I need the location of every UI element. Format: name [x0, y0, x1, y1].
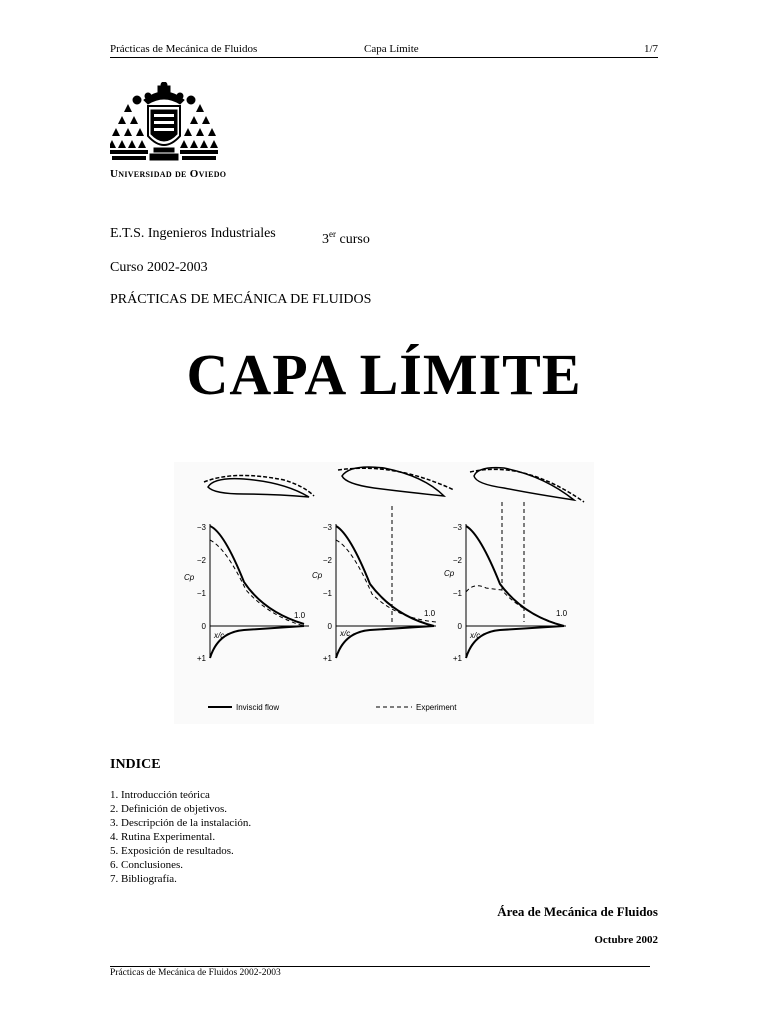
page-footer: Prácticas de Mecánica de Fluidos 2002-2003	[110, 968, 281, 978]
toc-item: 3. Descripción de la instalación.	[110, 817, 252, 829]
university-name: Universidad de Oviedo	[110, 168, 227, 180]
xc-label: x/c	[340, 629, 351, 638]
pressure-distribution-figure	[174, 462, 594, 724]
toc-item: 6. Conclusiones.	[110, 859, 184, 871]
legend-experiment: Experiment	[416, 703, 457, 712]
figure-background	[174, 462, 594, 724]
page-header	[110, 43, 658, 58]
table-of-contents	[110, 788, 251, 886]
toc-item: 7. Bibliografía.	[110, 873, 177, 885]
course-year-word: curso	[339, 232, 370, 247]
xc-label: x/c	[470, 631, 481, 640]
x-end-label: 1.0	[556, 609, 568, 618]
y-tick-label: −2	[452, 556, 462, 565]
y-tick-label: −1	[196, 589, 206, 598]
cp-label: Cp	[312, 571, 323, 580]
header-center: Capa Límite	[364, 43, 419, 55]
y-tick-label: −3	[196, 523, 206, 532]
academic-year: Curso 2002-2003	[110, 260, 208, 275]
toc-item: 2. Definición de objetivos.	[110, 803, 228, 815]
x-end-label: 1.0	[424, 609, 436, 618]
department-signature: Área de Mecánica de Fluidos	[497, 904, 658, 919]
y-tick-label: −3	[322, 523, 332, 532]
course-year-suffix: er	[329, 229, 336, 239]
document-date: Octubre 2002	[594, 934, 658, 946]
y-tick-label: +1	[452, 654, 462, 663]
toc-item: 4. Rutina Experimental.	[110, 831, 216, 843]
subject: PRÁCTICAS DE MECÁNICA DE FLUIDOS	[110, 292, 372, 307]
xc-label: x/c	[214, 631, 225, 640]
y-tick-label: 0	[327, 622, 332, 631]
course-year	[322, 226, 370, 248]
y-tick-label: 0	[201, 622, 206, 631]
school-name: E.T.S. Ingenieros Industriales	[110, 226, 276, 241]
toc-item: 1. Introducción teórica	[110, 789, 210, 801]
course-year-number: 3	[322, 232, 329, 247]
y-tick-label: −2	[196, 556, 206, 565]
y-tick-label: 0	[457, 622, 462, 631]
cp-label: Cp	[444, 569, 455, 578]
y-tick-label: −1	[452, 589, 462, 598]
cp-label: Cp	[184, 573, 195, 582]
index-title: INDICE	[110, 757, 161, 772]
legend-inviscid: Inviscid flow	[236, 703, 280, 712]
y-tick-label: −1	[322, 589, 332, 598]
y-tick-label: −2	[322, 556, 332, 565]
y-tick-label: −3	[452, 523, 462, 532]
footer-divider	[110, 956, 650, 967]
page-number: 1/7	[643, 43, 658, 55]
x-end-label: 1.0	[294, 611, 306, 620]
y-tick-label: +1	[196, 654, 206, 663]
y-tick-label: +1	[322, 654, 332, 663]
toc-item: 5. Exposición de resultados.	[110, 845, 234, 857]
document-title: CAPA LÍMITE	[186, 342, 582, 407]
header-left: Prácticas de Mecánica de Fluidos	[110, 43, 258, 55]
university-crest-logo	[110, 82, 218, 164]
